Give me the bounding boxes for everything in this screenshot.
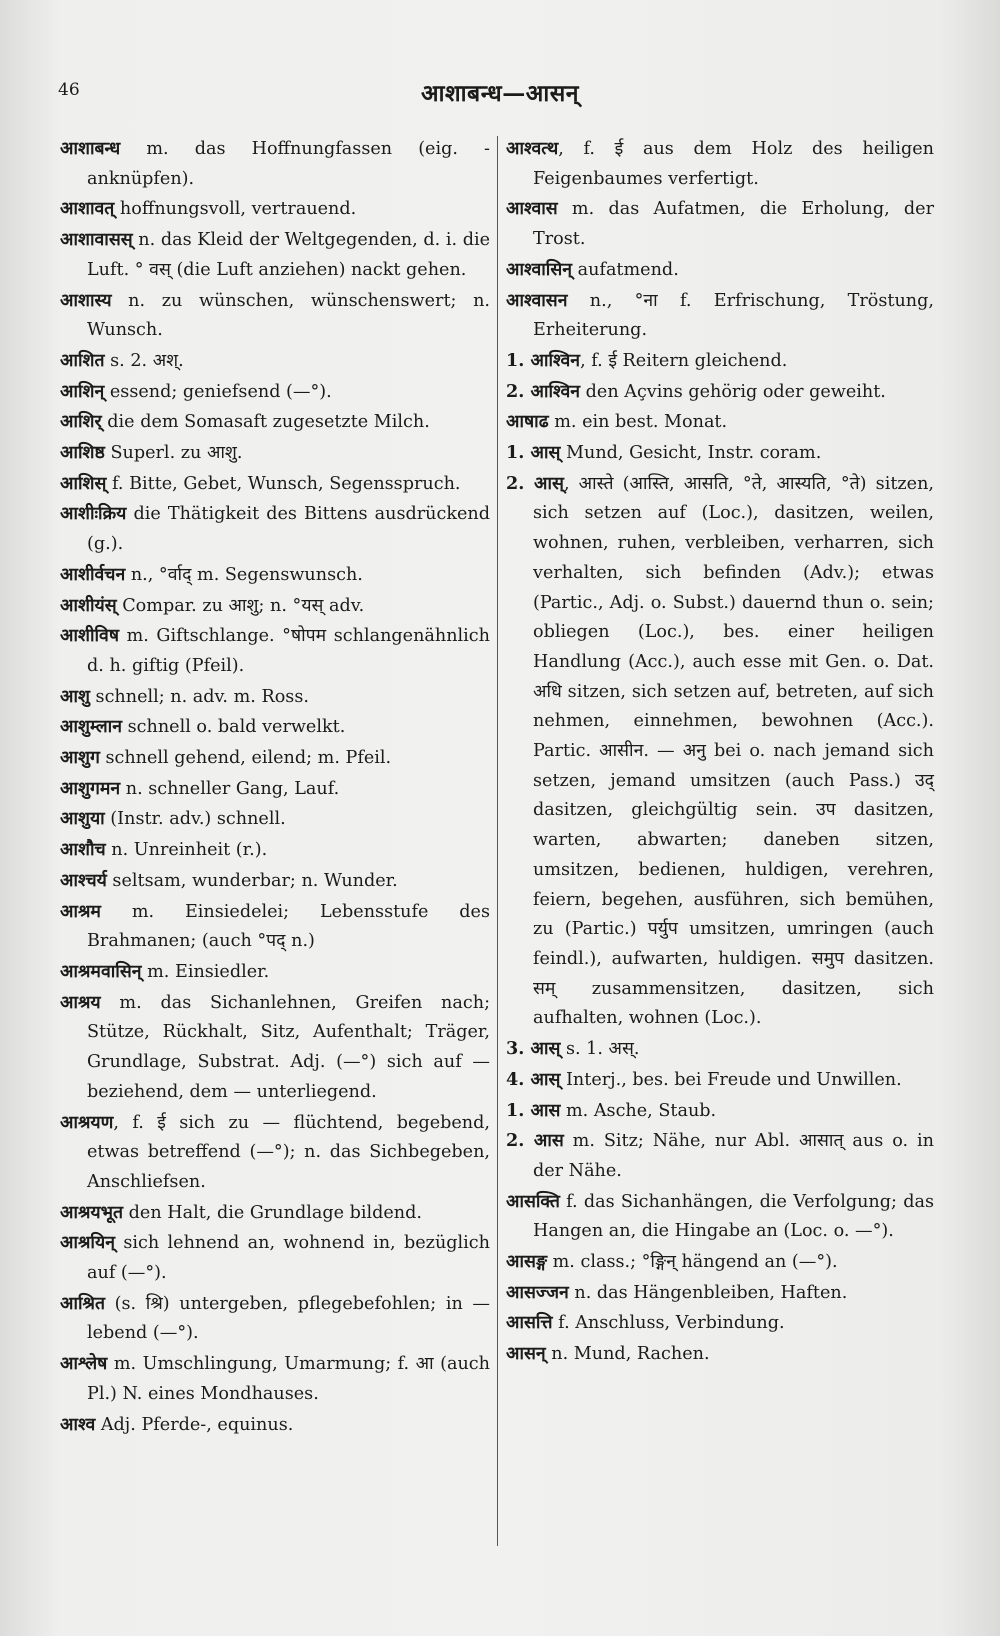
dictionary-entry	[60, 286, 490, 346]
entry-headword: 2. आस	[506, 1130, 564, 1152]
dictionary-entry	[60, 897, 490, 957]
running-head: आशाबन्ध—आसन्	[420, 80, 580, 107]
entry-definition: schnell gehend, eilend; m. Pfeil.	[99, 748, 392, 769]
entry-definition: n. das Kleid der Weltgegenden, d. i. die Luft. ° वस् (die Luft anziehen) nackt gehen.	[87, 230, 490, 280]
entry-headword: आशाबन्ध	[60, 138, 121, 159]
entry-definition: f. das Sichanhängen, die Verfolgung; das Hangen an, die Hingabe an (Loc. o. —°).	[533, 1191, 934, 1242]
entry-definition: m. ein best. Monat.	[548, 412, 728, 433]
entry-headword: आश्वत्थ	[506, 138, 559, 159]
dictionary-entry	[60, 804, 490, 835]
entry-definition: sich lehnend an, wohnend in, bezüglich auf (—°).	[87, 1233, 490, 1284]
dictionary-entry	[506, 346, 934, 377]
right-column	[506, 134, 934, 1370]
dictionary-entry	[506, 377, 934, 408]
entry-headword: आशुया	[60, 808, 105, 830]
entry-headword: आसज्जन	[506, 1281, 569, 1303]
entry-headword: आशिष्ठ	[60, 442, 105, 464]
entry-headword: 1. आश्विन	[506, 349, 581, 371]
entry-headword: आशौच	[60, 839, 106, 861]
entry-headword: आशीर्वचन	[60, 563, 126, 585]
entry-definition: (Instr. adv.) schnell.	[104, 809, 286, 830]
dictionary-entry	[60, 438, 490, 469]
entry-definition: m. Umschlingung, Umarmung; f. आ (auch Pl.) N. eines Mondhauses.	[87, 1354, 490, 1404]
entry-definition: m. Einsiedelei; Lebensstufe des Brahmanen; (auch °पद् n.)	[87, 901, 490, 952]
dictionary-entry	[60, 407, 490, 438]
page-number: 46	[58, 80, 80, 100]
entry-headword: आसक्ति	[506, 1190, 560, 1212]
entry-headword: आश्वासिन्	[506, 258, 573, 280]
dictionary-entry	[506, 407, 934, 438]
column-divider	[497, 136, 498, 1546]
dictionary-entry	[60, 194, 490, 225]
entry-definition: m. das Sichanlehnen, Greifen nach; Stütze, Rückhalt, Sitz, Aufenthalt; Träger, Grundlage, Substrat. Adj. (—°) sich auf — beziehend, dem — unterliegend.	[87, 992, 490, 1102]
dictionary-entry	[506, 469, 934, 1034]
entry-definition: m. Einsiedler.	[141, 961, 270, 982]
entry-definition: n. zu wünschen, wünschenswert; n. Wunsch.	[87, 290, 490, 341]
entry-headword: आश्वास	[506, 198, 558, 220]
entry-headword: आश्व	[60, 1413, 96, 1435]
dictionary-entry	[60, 377, 490, 408]
dictionary-entry	[506, 286, 934, 346]
entry-headword: आश्रयभूत	[60, 1201, 124, 1223]
entry-definition: aufatmend.	[572, 259, 679, 280]
entry-headword: आशीयंस्	[60, 594, 117, 616]
entry-headword: 1. आस	[506, 1099, 561, 1121]
entry-definition: n. Unreinheit (r.).	[105, 840, 268, 861]
entry-definition: seltsam, wunderbar; n. Wunder.	[106, 870, 398, 891]
dictionary-entry	[506, 438, 934, 469]
dictionary-entry	[60, 866, 490, 897]
dictionary-entry	[506, 1308, 934, 1339]
entry-headword: आशावत्	[60, 198, 115, 220]
entry-definition: , f. ई sich zu — flüchtend, begebend, etwas betreffend (—°); n. das Sichbegeben, Anschliefsen.	[87, 1112, 490, 1192]
dictionary-entry	[60, 1228, 490, 1288]
dictionary-entry	[60, 346, 490, 377]
dictionary-entry	[60, 1410, 490, 1441]
dictionary-entry	[60, 1108, 490, 1198]
entry-headword: आशीविष	[60, 625, 120, 647]
entry-definition: den Açvins gehörig oder geweiht.	[580, 381, 886, 402]
entry-definition: die dem Somasaft zugesetzte Milch.	[101, 412, 430, 433]
entry-definition: m. das Hoffnungfassen (eig. -anknüpfen).	[87, 139, 490, 189]
entry-headword: 1. आस्	[506, 442, 561, 464]
dictionary-entry	[60, 591, 490, 622]
entry-headword: आसङ्ग	[506, 1251, 548, 1273]
entry-definition: m. class.; °ङ्गिन् hängend an (—°).	[547, 1252, 838, 1273]
entry-headword: आश्चर्य	[60, 869, 107, 891]
left-column	[60, 134, 490, 1440]
dictionary-entry	[60, 1198, 490, 1229]
entry-definition: Superl. zu आशु.	[104, 443, 243, 464]
dictionary-entry	[60, 774, 490, 805]
entry-definition: Interj., bes. bei Freude und Unwillen.	[560, 1069, 902, 1090]
dictionary-entry	[506, 1065, 934, 1096]
entry-headword: आशिर्	[60, 411, 102, 433]
entry-headword: आश्लेष	[60, 1353, 108, 1375]
entry-definition: m. Asche, Staub.	[560, 1100, 717, 1121]
dictionary-entry	[60, 1349, 490, 1409]
entry-headword: आश्रयण	[60, 1111, 114, 1133]
entry-headword: आश्रय	[60, 991, 101, 1013]
dictionary-entry	[506, 1034, 934, 1065]
entry-definition: s. 1. अस्.	[560, 1039, 640, 1060]
entry-headword: आशुग	[60, 747, 100, 769]
entry-definition: n., °र्वाद् m. Segenswunsch.	[125, 564, 363, 585]
entry-headword: आशित	[60, 349, 105, 371]
entry-definition: schnell; n. adv. m. Ross.	[89, 686, 309, 707]
entry-definition: Compar. zu आशु; n. °यस् adv.	[116, 595, 365, 616]
entry-definition: n. das Hängenbleiben, Haften.	[568, 1282, 848, 1303]
entry-headword: आशास्य	[60, 289, 112, 311]
entry-headword: 3. आस्	[506, 1038, 561, 1060]
entry-definition: f. Anschluss, Verbindung.	[552, 1313, 785, 1334]
dictionary-entry	[506, 134, 934, 194]
entry-headword: आशुम्लान	[60, 716, 123, 738]
entry-definition: n. schneller Gang, Lauf.	[120, 778, 340, 799]
entry-definition: n. Mund, Rachen.	[545, 1344, 710, 1365]
entry-definition: , आस्ते (आस्ति, आसति, °ते, आस्यति, °ते) sitzen, sich setzen auf (Loc.), dasitzen, weilen, wohnen, ruhen, verbleiben, verharren, sich verhalten, sich befinden (Adv.); etwas (Partic., Adj. o. Subst.) dauernd thun o. sein; obliegen (Loc.), bes. einer heiligen Handlung (Acc.), auch esse mit Gen. o. Dat. अधि sitzen, sich setzen auf, betreten, auf sich nehmen, einnehmen, bewohnen (Acc.). Partic. आसीन. — अनु bei o. nach jemand sich setzen, jemand umsitzen (auch Pass.) उद् dasitzen, gleichgültig sein. उप dasitzen, warten, abwarten; daneben sitzen, umsitzen, bedienen, huldigen, verehren, feiern, begehen, ausführen, sich bemühen, zu (Partic.) पर्युप umsitzen, umringen (auch feindl.), aufwarten, huldigen. समुप dasitzen. सम् zusammensitzen, dasitzen, sich aufhalten, wohnen (Loc.).	[533, 473, 934, 1029]
entry-definition: f. Bitte, Gebet, Wunsch, Segensspruch.	[106, 473, 461, 494]
entry-definition: essend; geniefsend (—°).	[104, 381, 332, 402]
dictionary-entry	[506, 194, 934, 254]
entry-definition: m. das Aufatmen, die Erholung, der Trost.	[533, 199, 934, 250]
dictionary-entry	[506, 1247, 934, 1278]
dictionary-entry	[60, 499, 490, 559]
dictionary-entry	[506, 1126, 934, 1186]
entry-headword: आश्रित	[60, 1292, 106, 1314]
entry-headword: 4. आस्	[506, 1068, 561, 1090]
dictionary-entry	[506, 1096, 934, 1127]
dictionary-entry	[506, 1187, 934, 1247]
entry-headword: आशिन्	[60, 380, 105, 402]
dictionary-entry	[60, 957, 490, 988]
entry-definition: schnell o. bald verwelkt.	[122, 717, 346, 738]
entry-headword: आशिस्	[60, 472, 107, 494]
entry-definition: (s. श्रि) untergeben, pflegebefohlen; in — lebend (—°).	[87, 1293, 490, 1344]
entry-headword: आशु	[60, 685, 90, 707]
entry-definition: die Thätigkeit des Bittens ausdrückend (g.).	[87, 504, 490, 555]
entry-headword: आश्रयिन्	[60, 1232, 115, 1254]
dictionary-entry	[60, 835, 490, 866]
entry-headword: आशावासस्	[60, 229, 133, 251]
entry-definition: Adj. Pferde-, equinus.	[95, 1414, 294, 1435]
entry-definition: m. Giftschlange. °षोपम schlangenähnlich d. h. giftig (Pfeil).	[87, 626, 490, 676]
entry-definition: , f. ई aus dem Holz des heiligen Feigenbaumes verfertigt.	[533, 139, 934, 189]
dictionary-entry	[506, 255, 934, 286]
entry-headword: आश्रमवासिन्	[60, 960, 142, 982]
entry-headword: आसत्ति	[506, 1312, 553, 1334]
entry-headword: 2. आश्विन	[506, 380, 581, 402]
dictionary-entry	[60, 712, 490, 743]
dictionary-entry	[60, 469, 490, 500]
entry-definition: , f. ई Reitern gleichend.	[580, 350, 788, 371]
dictionary-entry	[506, 1339, 934, 1370]
dictionary-entry	[506, 1278, 934, 1309]
entry-headword: आश्रम	[60, 900, 101, 922]
entry-headword: आशुगमन	[60, 777, 121, 799]
entry-headword: 2. आस्	[506, 472, 564, 494]
dictionary-entry	[60, 225, 490, 285]
dictionary-entry	[60, 682, 490, 713]
dictionary-entry	[60, 988, 490, 1108]
entry-headword: आश्वासन	[506, 289, 568, 311]
entry-headword: आशीःक्रिय	[60, 503, 127, 525]
dictionary-entry	[60, 560, 490, 591]
entry-definition: m. Sitz; Nähe, nur Abl. आसात् aus o. in der Nähe.	[533, 1131, 934, 1181]
dictionary-entry	[60, 1289, 490, 1349]
entry-definition: Mund, Gesicht, Instr. coram.	[560, 443, 822, 464]
dictionary-entry	[60, 621, 490, 681]
dictionary-entry	[60, 134, 490, 194]
entry-definition: den Halt, die Grundlage bildend.	[123, 1202, 422, 1223]
dictionary-entry	[60, 743, 490, 774]
entry-headword: आषाढ	[506, 411, 549, 433]
entry-headword: आसन्	[506, 1343, 546, 1365]
entry-definition: n., °ना f. Erfrischung, Tröstung, Erheiterung.	[533, 290, 934, 341]
entry-definition: hoffnungsvoll, vertrauend.	[114, 199, 357, 220]
entry-definition: s. 2. अश्.	[104, 350, 184, 371]
